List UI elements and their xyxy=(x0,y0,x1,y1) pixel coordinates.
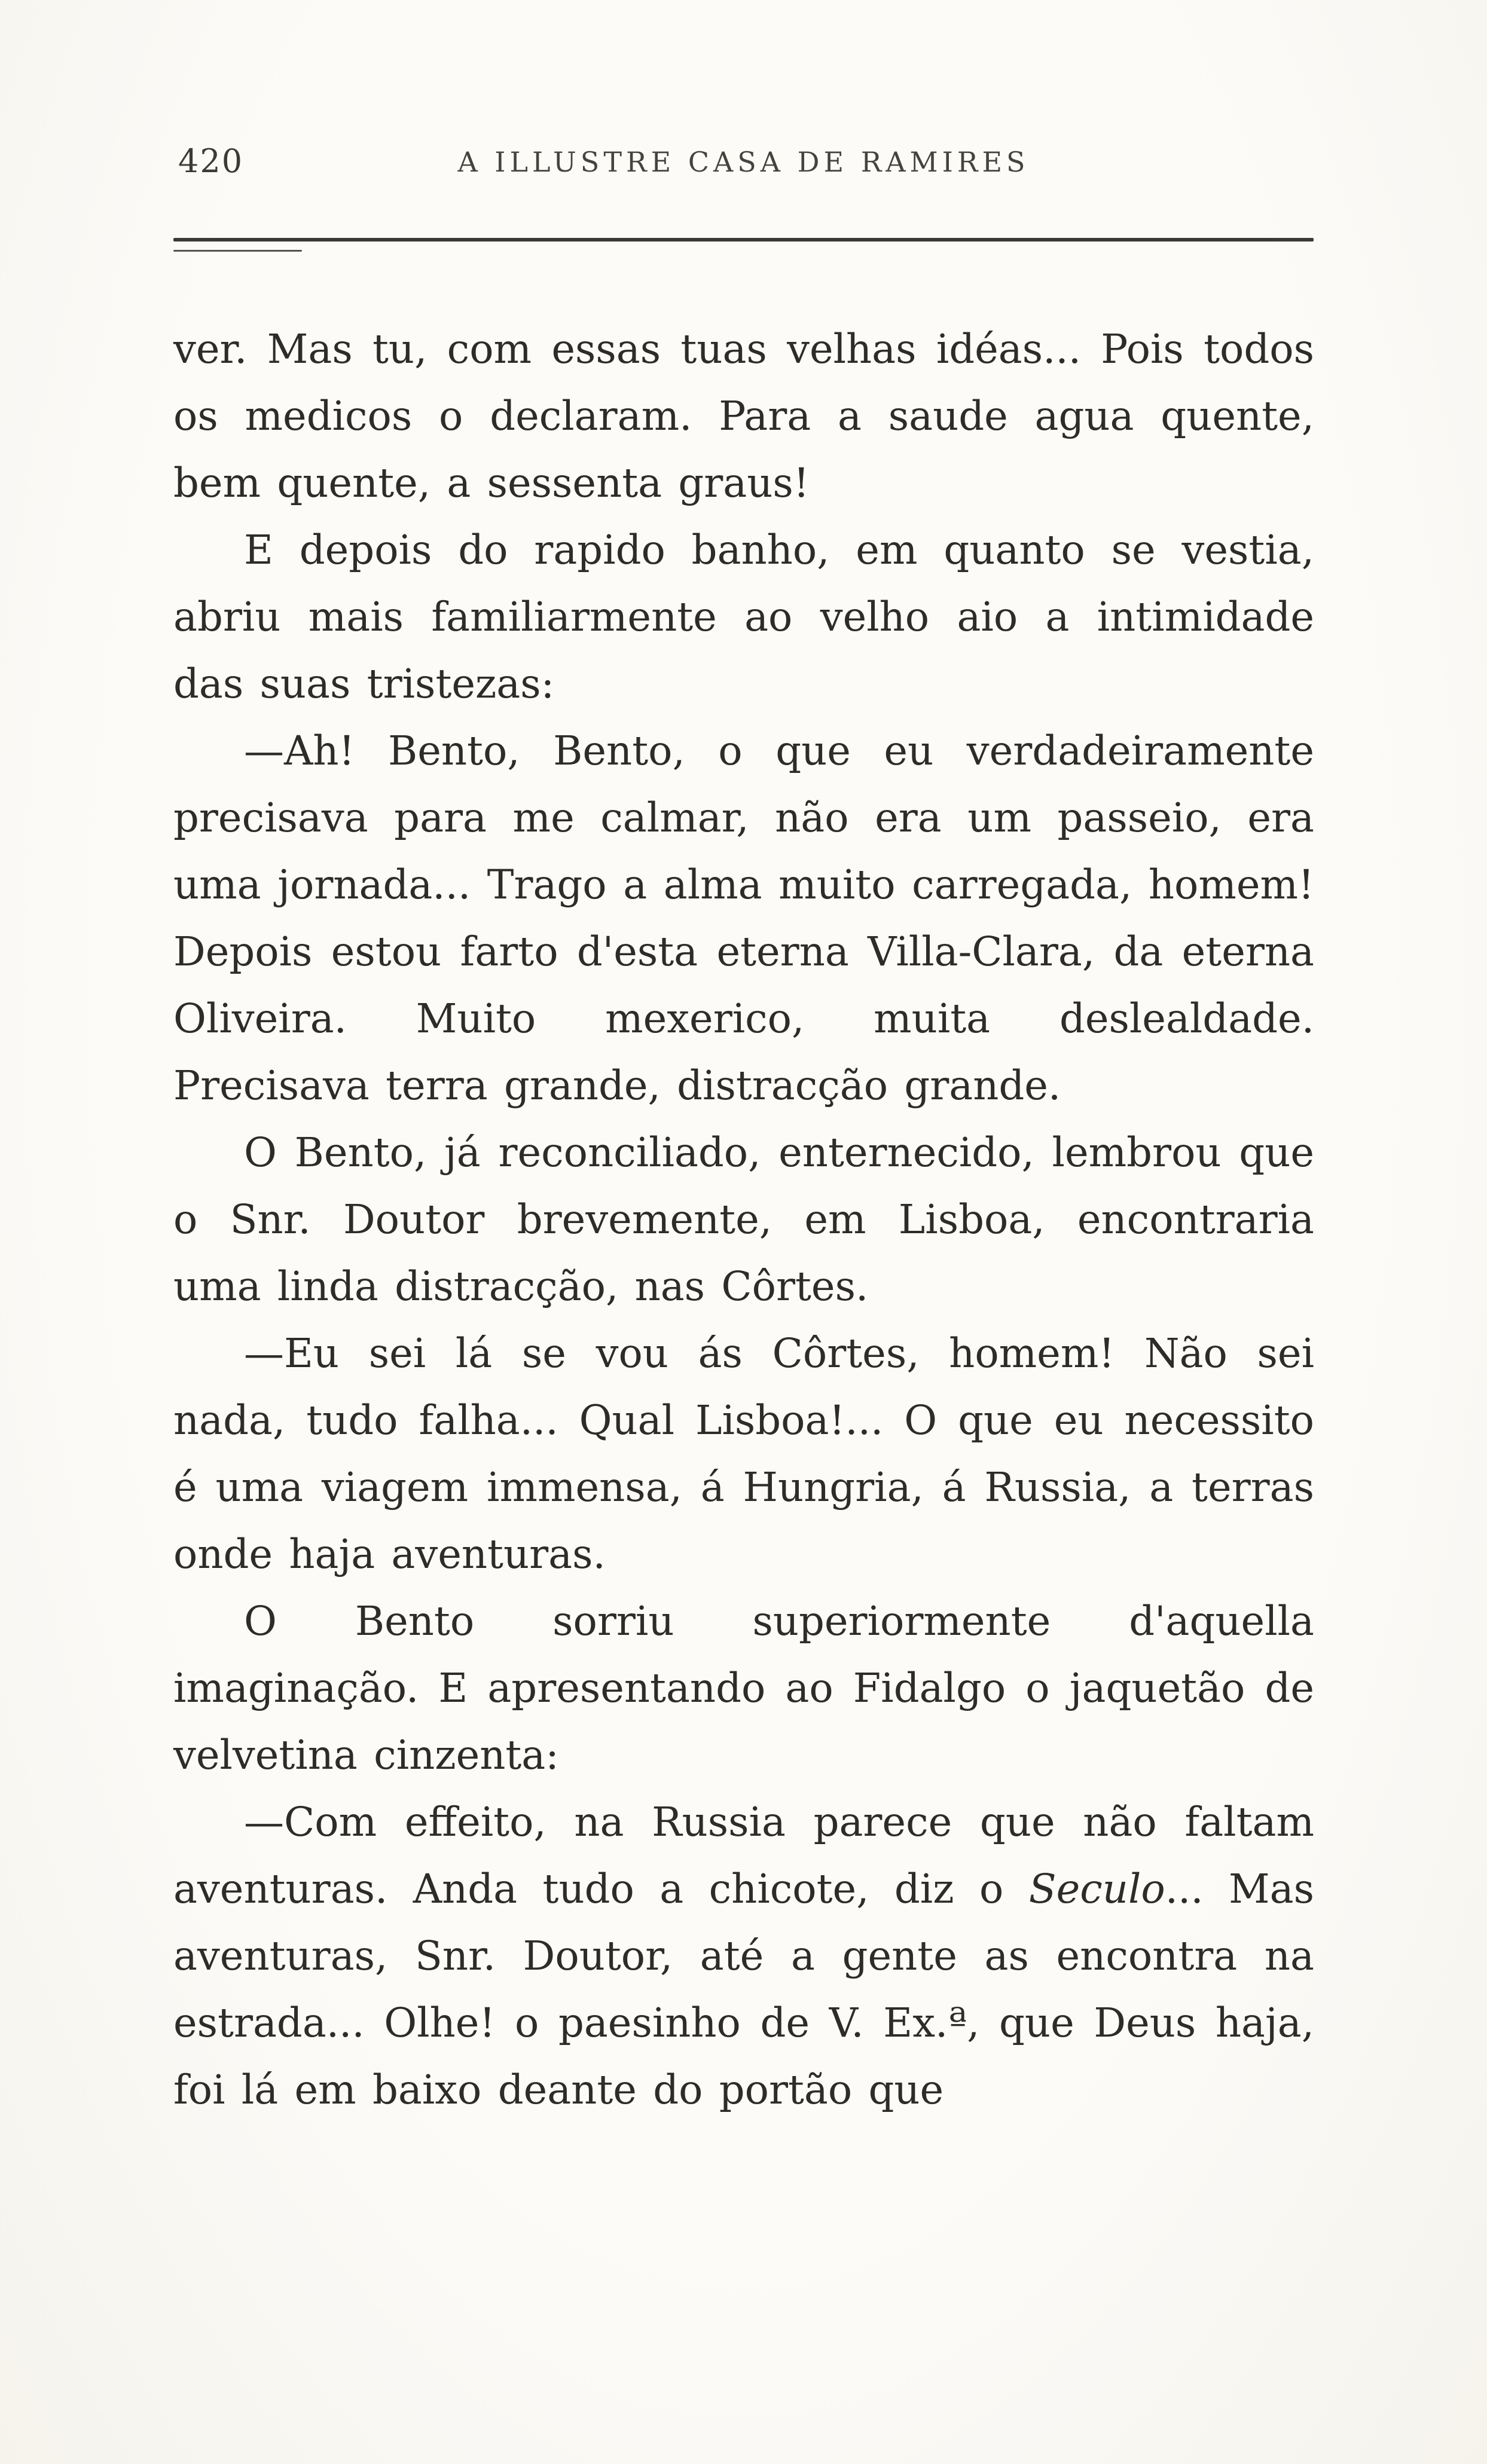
text-block xyxy=(173,316,1314,2123)
final-paragraph-after-italic: ... Mas aventuras, Snr. Doutor, até a gente as encontra na estrada... Olhe! o paesinho de V. Ex.ª, que Deus haja, foi lá em baixo deante do portão que xyxy=(173,1866,1314,2113)
final-paragraph-before-italic: —Com effeito, na Russia parece que não faltam aventuras. Anda tudo a chicote, diz o xyxy=(173,1799,1314,1912)
running-head xyxy=(175,142,1312,184)
running-title: A ILLUSTRE CASA DE RAMIRES xyxy=(457,146,1030,178)
header-rule xyxy=(173,238,1314,241)
paragraph-dialogue: —Ah! Bento, Bento, o que eu verdadeiramente precisava para me calmar, não era um passeio, era uma jornada... Trago a alma muito carregada, homem! Depois estou farto d'esta eterna Villa-Clara, da eterna Oliveira. Muito mexerico, muita deslealdade. Precisava terra grande, distracção grande. xyxy=(173,727,1314,1109)
italic-word-seculo: Seculo xyxy=(1028,1866,1165,1912)
paragraph-dialogue-final xyxy=(173,1789,1314,2123)
page-number: 420 xyxy=(178,142,244,180)
paragraph: O Bento sorriu superiormente d'aquella imaginação. E apresentando ao Fidalgo o jaquetão de velvetina cinzenta: xyxy=(173,1598,1314,1778)
header-rule-secondary xyxy=(173,250,302,252)
paragraph-continuation: ver. Mas tu, com essas tuas velhas idéas... Pois todos os medicos o declaram. Para a saude agua quente, bem quente, a sessenta graus! xyxy=(173,326,1314,506)
paragraph: E depois do rapido banho, em quanto se vestia, abriu mais familiarmente ao velho aio a intimidade das suas tristezas: xyxy=(173,527,1314,707)
paragraph: O Bento, já reconciliado, enternecido, lembrou que o Snr. Doutor brevemente, em Lisboa, encontraria uma linda distracção, nas Côrtes. xyxy=(173,1129,1314,1310)
paragraph-dialogue: —Eu sei lá se vou ás Côrtes, homem! Não sei nada, tudo falha... Qual Lisboa!... O que eu necessito é uma viagem immensa, á Hungria, á Russia, a terras onde haja aventuras. xyxy=(173,1330,1314,1578)
